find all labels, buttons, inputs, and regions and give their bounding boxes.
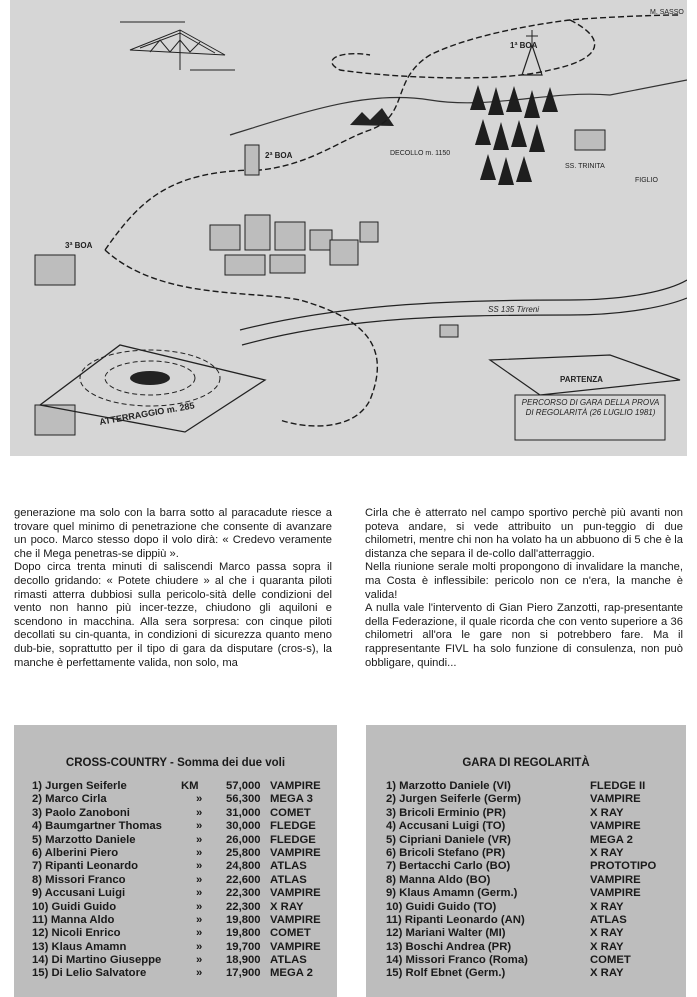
participant-name: 13) Klaus Amamn	[32, 940, 127, 953]
table-row	[366, 807, 686, 820]
unit-mark: »	[196, 793, 203, 806]
table-row	[14, 820, 337, 833]
distance-km: 30,000	[226, 820, 261, 833]
boa2-label: 2ª BOA	[265, 151, 293, 160]
participant-name: 7) Ripanti Leonardo	[32, 860, 139, 873]
participant-name: 3) Bricoli Erminio (PR)	[386, 806, 506, 819]
wing-model: X RAY	[590, 927, 624, 940]
participant-name: 8) Manna Aldo (BO)	[386, 873, 491, 886]
wing-model: X RAY	[590, 846, 624, 859]
wing-model: COMET	[590, 954, 631, 967]
table-row	[366, 914, 686, 927]
unit-mark: »	[196, 887, 203, 900]
map-caption: PERCORSO DI GARA DELLA PROVA DI REGOLARITÀ (26 LUGLIO 1981)	[521, 398, 660, 417]
participant-name: 2) Marco Cirla	[32, 793, 107, 806]
wing-model: ATLAS	[270, 954, 307, 967]
distance-km: 18,900	[226, 954, 261, 967]
participant-name: 4) Accusani Luigi (TO)	[386, 820, 506, 833]
participant-name: 12) Nicoli Enrico	[32, 927, 121, 940]
participant-name: 15) Di Lelio Salvatore	[32, 967, 147, 980]
participant-name: 6) Bricoli Stefano (PR)	[386, 846, 506, 859]
distance-km: 22,300	[226, 887, 261, 900]
wing-model: VAMPIRE	[270, 913, 321, 926]
wing-model: ATLAS	[590, 913, 627, 926]
wing-model: FLEDGE	[270, 833, 316, 846]
participant-name: 8) Missori Franco	[32, 873, 126, 886]
wing-model: COMET	[270, 806, 311, 819]
table-row	[14, 834, 337, 847]
distance-km: 25,800	[226, 846, 261, 859]
unit-mark: »	[196, 954, 203, 967]
table-row	[14, 847, 337, 860]
article-paragraph: generazione ma solo con la barra sotto al paracadute riesce a trovare quel minimo di penetrazione che consente di avanzare un poco. Marco stesso dopo il volo dirà: « Credevo veramente che il Mega penetras-se dippiù ».	[14, 507, 332, 560]
wing-model: FLEDGE	[270, 820, 316, 833]
wing-model: VAMPIRE	[590, 793, 641, 806]
wing-model: MEGA 3	[270, 793, 313, 806]
wing-model: X RAY	[590, 940, 624, 953]
distance-km: 56,300	[226, 793, 261, 806]
unit-mark: »	[196, 820, 203, 833]
unit-mark: »	[196, 806, 203, 819]
cross-country-title: CROSS-COUNTRY - Somma dei due voli	[65, 757, 286, 769]
distance-km: 17,900	[226, 967, 261, 980]
wing-model: MEGA 2	[270, 967, 313, 980]
table-row	[366, 967, 686, 980]
table-row	[366, 820, 686, 833]
participant-name: 9) Klaus Amamn (Germ.)	[386, 887, 518, 900]
wing-model: ATLAS	[270, 873, 307, 886]
unit-mark: »	[196, 940, 203, 953]
regolarita-title: GARA DI REGOLARITÀ	[462, 757, 590, 769]
m-sasso-label: M. SASSO	[650, 9, 684, 16]
unit-mark: »	[196, 833, 203, 846]
table-row	[366, 954, 686, 967]
atterraggio-label: ATTERRAGGIO m. 285	[98, 400, 196, 427]
table-row	[14, 793, 337, 806]
unit-mark: »	[196, 900, 203, 913]
wing-model: X RAY	[590, 900, 624, 913]
road-label: SS 135 Tirreni	[488, 305, 540, 314]
participant-name: 1) Marzotto Daniele (VI)	[386, 780, 511, 792]
table-row	[14, 887, 337, 900]
table-row	[366, 874, 686, 887]
unit-mark: »	[196, 967, 203, 980]
participant-name: 6) Alberini Piero	[32, 846, 119, 859]
table-row	[366, 941, 686, 954]
participant-name: 10) Guidi Guido	[32, 900, 117, 913]
table-row	[366, 834, 686, 847]
article-left-column	[14, 507, 332, 670]
unit-mark: »	[196, 846, 203, 859]
cappella-label: SS. TRINITA	[565, 163, 605, 170]
figlio-label: FIGLIO	[635, 177, 658, 184]
regolarita-table	[366, 780, 686, 981]
unit-mark: »	[196, 860, 203, 873]
participant-name: 2) Jurgen Seiferle (Germ)	[386, 793, 521, 806]
wing-model: COMET	[270, 927, 311, 940]
article-paragraph: Cirla che è atterrato nel campo sportivo perchè più avanti non poteva andare, si vede attribuito un pun-teggio di due chilometri, mentre chi non ha volato ha un abbuono di 5 che è la distanza che separa il de-collo dall'atterraggio.	[365, 507, 683, 560]
participant-name: 7) Bertacchi Carlo (BO)	[386, 860, 511, 873]
table-row	[366, 780, 686, 793]
distance-km: 31,000	[226, 806, 261, 819]
distance-km: 57,000	[226, 780, 261, 792]
participant-name: 14) Missori Franco (Roma)	[386, 954, 528, 967]
wing-model: VAMPIRE	[270, 887, 321, 900]
participant-name: 3) Paolo Zanoboni	[32, 806, 130, 819]
table-row	[14, 807, 337, 820]
participant-name: 1) Jurgen Seiferle	[32, 780, 127, 792]
table-row	[366, 860, 686, 873]
regolarita-results-box	[366, 725, 686, 997]
wing-model: MEGA 2	[590, 833, 633, 846]
participant-name: 5) Cipriani Daniele (VR)	[386, 833, 511, 846]
distance-km: 19,700	[226, 940, 261, 953]
article-paragraph: A nulla vale l'intervento di Gian Piero Zanzotti, rap-presentante della Federazione, il quale ricorda che con vento superiore a 36 chilometri all'ora le gare non si potrebbero fare. Ma il rappresentante FIVL ha solo funzione di consulenza, non può obbligare, quindi...	[365, 602, 683, 669]
participant-name: 9) Accusani Luigi	[32, 887, 126, 900]
distance-km: 22,300	[226, 900, 261, 913]
unit-mark: »	[196, 913, 203, 926]
participant-name: 10) Guidi Guido (TO)	[386, 900, 497, 913]
participant-name: 4) Baumgartner Thomas	[32, 820, 162, 833]
wing-model: PROTOTIPO	[590, 860, 657, 873]
participant-name: 12) Mariani Walter (MI)	[386, 927, 506, 940]
wing-model: VAMPIRE	[590, 887, 641, 900]
wing-model: VAMPIRE	[270, 780, 321, 792]
table-row	[366, 793, 686, 806]
participant-name: 15) Rolf Ebnet (Germ.)	[386, 967, 506, 980]
wing-model: VAMPIRE	[270, 846, 321, 859]
table-row	[14, 780, 337, 793]
table-row	[14, 967, 337, 980]
participant-name: 11) Ripanti Leonardo (AN)	[386, 913, 525, 926]
distance-km: 24,800	[226, 860, 261, 873]
unit-mark: KM	[181, 780, 199, 792]
wing-model: VAMPIRE	[590, 873, 641, 886]
distance-km: 19,800	[226, 913, 261, 926]
participant-name: 5) Marzotto Daniele	[32, 833, 136, 846]
article-right-column	[365, 507, 683, 670]
unit-mark: »	[196, 927, 203, 940]
article-paragraph: Nella riunione serale molti propongono di invalidare la manche, ma Costa è inflessibile: pericolo non ce n'era, la manche è valida!	[365, 561, 683, 601]
table-row	[366, 927, 686, 940]
table-row	[14, 954, 337, 967]
wing-model: X RAY	[590, 967, 624, 980]
distance-km: 22,600	[226, 873, 261, 886]
distance-km: 19,800	[226, 927, 261, 940]
wing-model: VAMPIRE	[590, 820, 641, 833]
distance-km: 26,000	[226, 833, 261, 846]
table-row	[366, 847, 686, 860]
article-paragraph: Dopo circa trenta minuti di saliscendi Marco passa sopra il decollo gridando: « Potete chiudere » al che i quaranta piloti rimasti atterra dubbiosi sulla pericolo-sità delle condizioni del vento non hanno più incer-tezze, chiudono gli aquiloni e scendono in macchina. Alla sera sorpresa: con cinque piloti decollati su cin-quanta, in condizioni di sicurezza quanto meno dub-bie, soprattutto per il tipo di gara da disputare (cros-s), la manche è perfettamente valida, non solo, ma	[14, 561, 332, 669]
wing-model: VAMPIRE	[270, 940, 321, 953]
table-row	[14, 914, 337, 927]
decollo-label: DECOLLO m. 1150	[390, 150, 451, 157]
cross-country-table	[14, 780, 337, 981]
course-map-illustration	[10, 0, 687, 456]
table-row	[14, 901, 337, 914]
partenza-label: PARTENZA	[560, 375, 603, 384]
boa3-label: 3ª BOA	[65, 241, 93, 250]
boa1-label: 1ª BOA	[510, 41, 538, 50]
table-row	[14, 927, 337, 940]
wing-model: ATLAS	[270, 860, 307, 873]
table-row	[366, 887, 686, 900]
wing-model: FLEDGE II	[590, 780, 646, 792]
table-row	[366, 901, 686, 914]
participant-name: 14) Di Martino Giuseppe	[32, 954, 162, 967]
wing-model: X RAY	[590, 806, 624, 819]
table-row	[14, 941, 337, 954]
unit-mark: »	[196, 873, 203, 886]
participant-name: 11) Manna Aldo	[32, 913, 115, 926]
cross-country-results-box	[14, 725, 337, 997]
wing-model: X RAY	[270, 900, 304, 913]
table-row	[14, 860, 337, 873]
participant-name: 13) Boschi Andrea (PR)	[386, 940, 512, 953]
table-row	[14, 874, 337, 887]
